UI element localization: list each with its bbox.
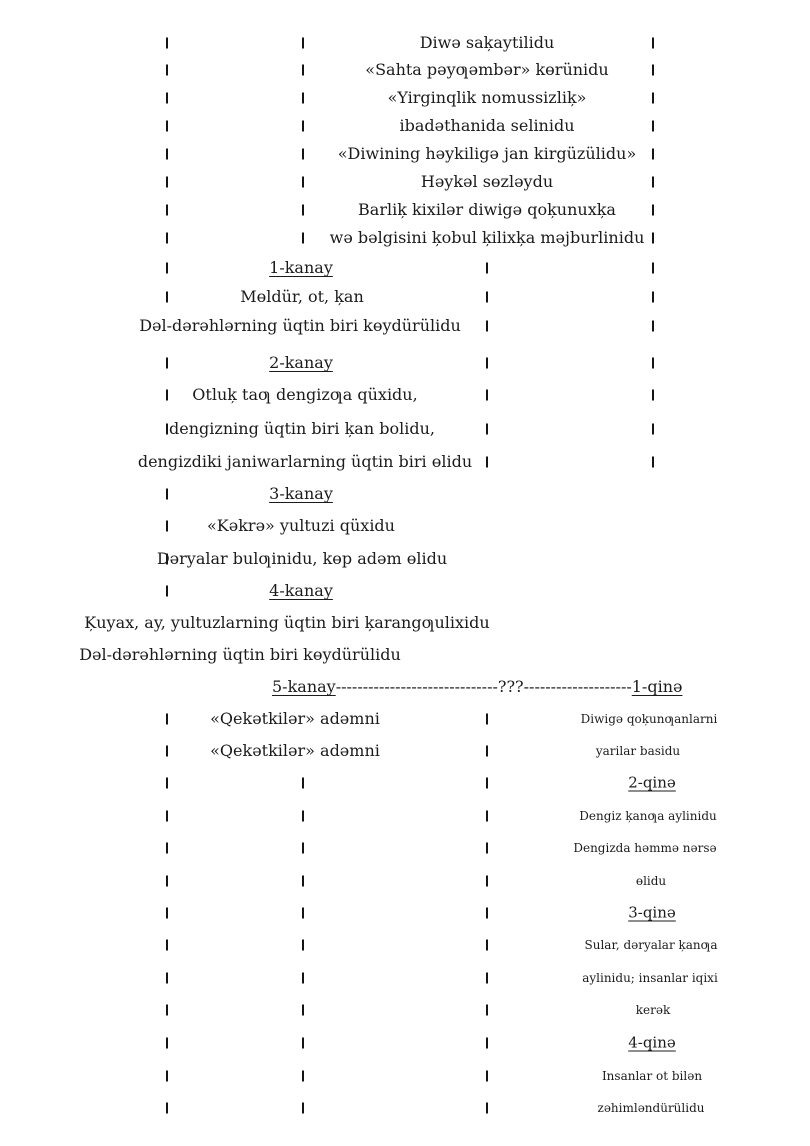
- column-tick-mark: [166, 714, 168, 725]
- column-tick-mark: [302, 1005, 304, 1016]
- divider-line: [272, 679, 682, 695]
- column-tick-mark: [166, 973, 168, 984]
- column-tick-mark: [302, 38, 304, 49]
- column-tick-mark: [302, 1038, 304, 1049]
- column-tick-mark: [166, 292, 168, 303]
- column-tick-mark: [302, 908, 304, 919]
- column-tick-mark: [652, 390, 654, 401]
- cell-text: Dəl-dərəhlərning üqtin biri kɵydürülidu: [139, 316, 461, 335]
- column-tick-mark: [166, 876, 168, 887]
- column-tick-mark: [302, 973, 304, 984]
- cell-text: dengizning üqtin biri ķan bolidu,: [169, 419, 435, 438]
- column-tick-mark: [302, 205, 304, 216]
- cell-text: «Qekətkilər» adəmni: [210, 709, 380, 728]
- divider-dashes-left: ------------------------------: [335, 677, 498, 696]
- column-tick-mark: [166, 746, 168, 757]
- column-tick-mark: [302, 233, 304, 244]
- column-tick-mark: [486, 358, 488, 369]
- column-tick-mark: [166, 263, 168, 274]
- kanay-section-heading: 4-kanay: [269, 581, 333, 600]
- column-tick-mark: [652, 233, 654, 244]
- cell-text: Dengizda həmmə nərsə: [573, 841, 717, 855]
- column-tick-mark: [302, 93, 304, 104]
- column-tick-mark: [652, 292, 654, 303]
- column-tick-mark: [302, 1103, 304, 1114]
- column-tick-mark: [652, 177, 654, 188]
- qine-section-heading: 2-qinə: [628, 773, 676, 792]
- column-tick-mark: [486, 973, 488, 984]
- column-tick-mark: [166, 586, 168, 597]
- cell-text: «Qekətkilər» adəmni: [210, 741, 380, 760]
- cell-text: dengizdiki janiwarlarning üqtin biri ɵlidu: [137, 452, 473, 471]
- column-tick-mark: [652, 321, 654, 332]
- column-tick-mark: [166, 940, 168, 951]
- cell-text: Dəryalar bulƣinidu, kɵp adəm ɵlidu: [156, 549, 448, 568]
- column-tick-mark: [652, 205, 654, 216]
- cell-text: wə bəlgisini ķobul ķilixķa məjburlinidu: [329, 228, 645, 247]
- column-tick-mark: [486, 940, 488, 951]
- column-tick-mark: [486, 843, 488, 854]
- cell-text: Həykəl sɵzləydu: [420, 172, 554, 191]
- cell-text: «Sahta pəyƣəmbər» kɵrünidu: [365, 60, 609, 79]
- column-tick-mark: [486, 1103, 488, 1114]
- column-tick-mark: [652, 358, 654, 369]
- column-tick-mark: [652, 93, 654, 104]
- column-tick-mark: [166, 358, 168, 369]
- column-tick-mark: [302, 121, 304, 132]
- column-tick-mark: [486, 321, 488, 332]
- cell-text: Diwə saķaytilidu: [419, 33, 555, 52]
- cell-text: Dengiz ķanƣa aylinidu: [579, 809, 717, 823]
- column-tick-mark: [302, 65, 304, 76]
- column-tick-mark: [486, 292, 488, 303]
- column-tick-mark: [652, 457, 654, 468]
- kanay-section-heading: 1-kanay: [269, 258, 333, 277]
- column-tick-mark: [166, 521, 168, 532]
- cell-text: yarilar basidu: [595, 744, 681, 758]
- column-tick-mark: [302, 778, 304, 789]
- column-tick-mark: [166, 811, 168, 822]
- divider-label-5-kanay: 5-kanay: [272, 677, 336, 696]
- cell-text: Dəl-dərəhlərning üqtin biri kɵydürülidu: [79, 645, 401, 664]
- cell-text: «Diwining həykiligə jan kirgüzülidu»: [337, 144, 637, 163]
- column-tick-mark: [486, 778, 488, 789]
- column-tick-mark: [166, 1038, 168, 1049]
- column-tick-mark: [166, 390, 168, 401]
- column-tick-mark: [652, 121, 654, 132]
- cell-text: zəhimləndürülidu: [597, 1101, 705, 1115]
- cell-text: Sular, dəryalar ķanƣa: [584, 938, 718, 952]
- column-tick-mark: [486, 876, 488, 887]
- qine-section-heading: 4-qinə: [628, 1033, 676, 1052]
- column-tick-mark: [486, 1005, 488, 1016]
- qine-section-heading: 3-qinə: [628, 903, 676, 922]
- column-tick-mark: [486, 811, 488, 822]
- column-tick-mark: [166, 149, 168, 160]
- column-tick-mark: [302, 811, 304, 822]
- kanay-section-heading: 3-kanay: [269, 484, 333, 503]
- cell-text: Mɵldür, ot, ķan: [240, 287, 364, 306]
- column-tick-mark: [486, 1071, 488, 1082]
- column-tick-mark: [652, 424, 654, 435]
- cell-text: aylinidu; insanlar iqixi: [582, 971, 718, 985]
- column-tick-mark: [652, 149, 654, 160]
- column-tick-mark: [166, 93, 168, 104]
- cell-text: «Kəkrə» yultuzi qüxidu: [207, 516, 395, 535]
- cell-text: Otluķ taƣ dengizƣa qüxidu,: [192, 385, 418, 404]
- column-tick-mark: [486, 746, 488, 757]
- column-tick-mark: [166, 843, 168, 854]
- cell-text: «Yirginqlik nomussizliķ»: [387, 88, 587, 107]
- cell-text: Insanlar ot bilən: [601, 1069, 703, 1083]
- cell-text: kerək: [635, 1003, 671, 1017]
- column-tick-mark: [166, 489, 168, 500]
- column-tick-mark: [302, 940, 304, 951]
- cell-text: Barliķ kixilər diwigə qoķunuxķa: [358, 200, 616, 219]
- column-tick-mark: [486, 263, 488, 274]
- divider-dashes-right: --------------------: [523, 677, 632, 696]
- column-tick-mark: [166, 65, 168, 76]
- column-tick-mark: [302, 149, 304, 160]
- column-tick-mark: [166, 1103, 168, 1114]
- column-tick-mark: [166, 778, 168, 789]
- column-tick-mark: [652, 65, 654, 76]
- column-tick-mark: [486, 908, 488, 919]
- cell-text: ibadəthanida selinidu: [399, 116, 575, 135]
- column-tick-mark: [166, 908, 168, 919]
- column-tick-mark: [302, 876, 304, 887]
- column-tick-mark: [302, 843, 304, 854]
- column-tick-mark: [166, 121, 168, 132]
- cell-text: Ķuyax, ay, yultuzlarning üqtin biri ķarangƣulixidu: [84, 613, 490, 632]
- column-tick-mark: [166, 38, 168, 49]
- column-tick-mark: [166, 233, 168, 244]
- kanay-section-heading: 2-kanay: [269, 353, 333, 372]
- column-tick-mark: [166, 205, 168, 216]
- cell-text: ɵlidu: [635, 874, 667, 888]
- column-tick-mark: [302, 177, 304, 188]
- column-tick-mark: [302, 1071, 304, 1082]
- column-tick-mark: [486, 390, 488, 401]
- column-tick-mark: [652, 38, 654, 49]
- divider-question-marks: ???: [497, 677, 524, 696]
- column-tick-mark: [652, 263, 654, 274]
- column-tick-mark: [486, 714, 488, 725]
- column-tick-mark: [166, 1005, 168, 1016]
- column-tick-mark: [486, 457, 488, 468]
- column-tick-mark: [486, 1038, 488, 1049]
- column-tick-mark: [166, 177, 168, 188]
- column-tick-mark: [166, 1071, 168, 1082]
- divider-label-1-qine: 1-qinə: [631, 677, 683, 696]
- column-tick-mark: [166, 424, 168, 435]
- cell-text: Diwigə qoķunƣanlarni: [580, 712, 718, 726]
- column-tick-mark: [486, 424, 488, 435]
